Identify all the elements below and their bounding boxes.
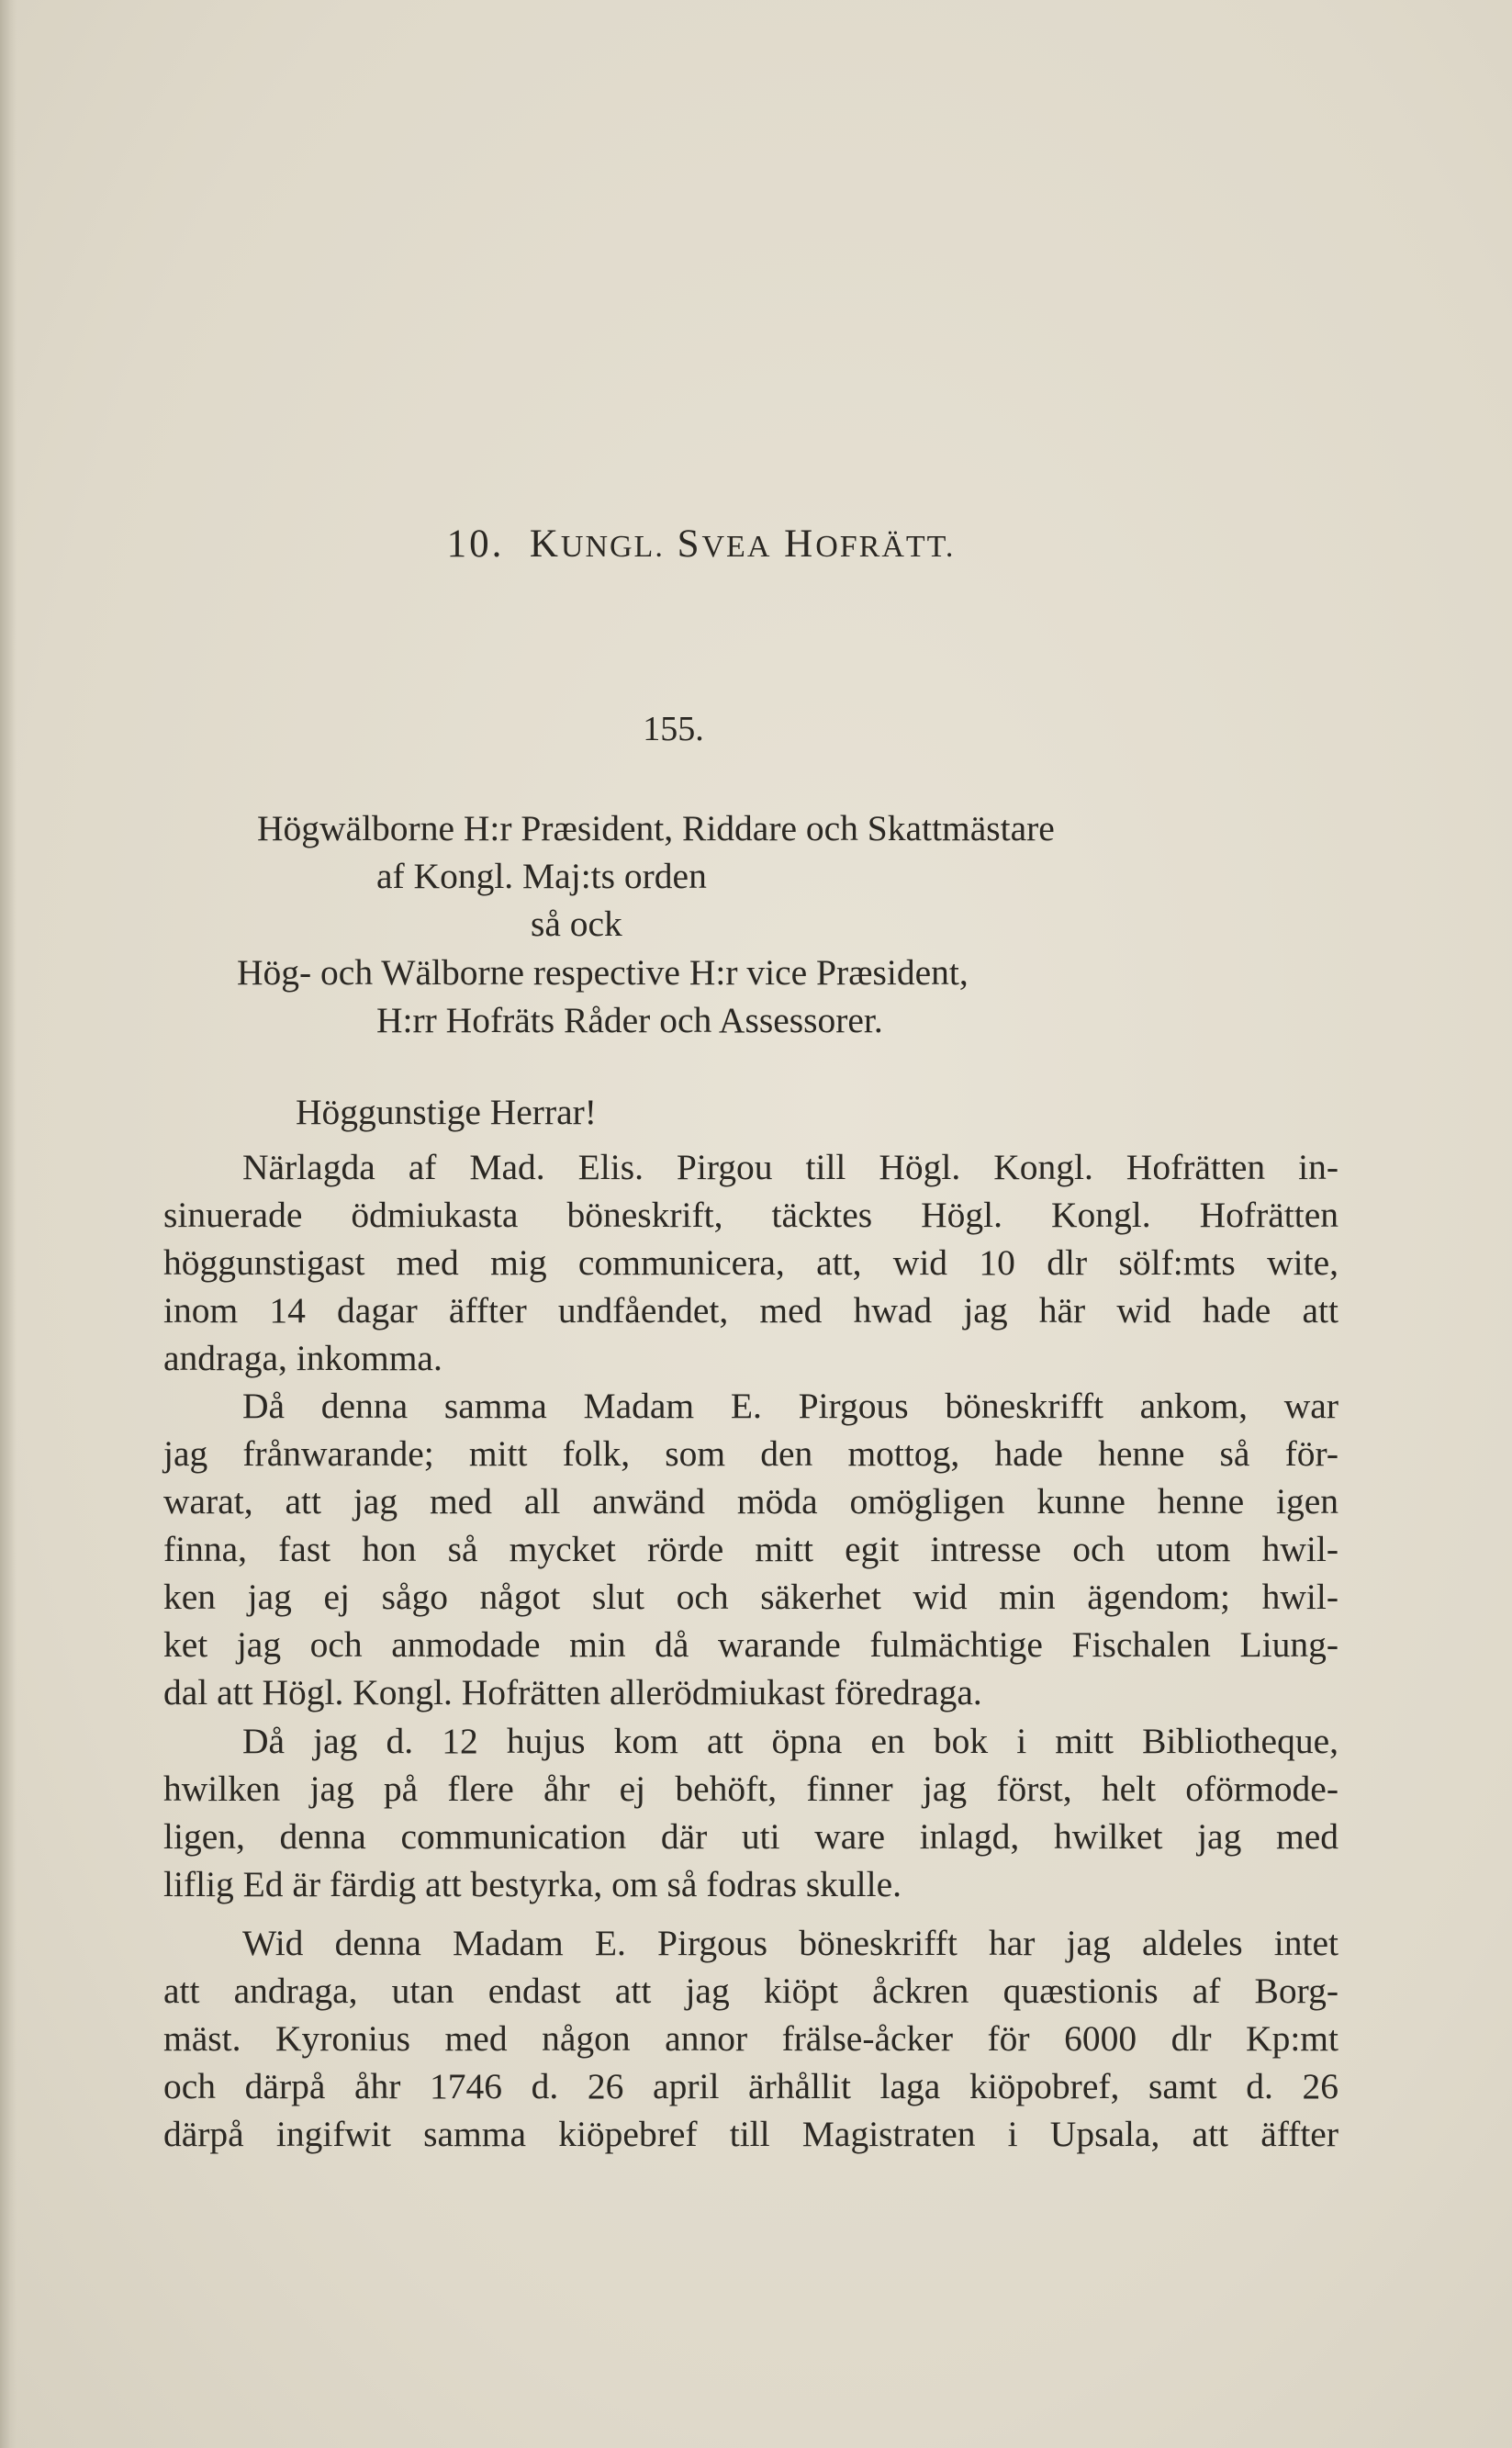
book-binding-edge <box>0 0 17 2448</box>
text-line: därpå ingifwit samma kiöpebref till Magistraten i Upsala, att äffter <box>163 2114 1338 2154</box>
paragraph-4 <box>163 1919 1338 2158</box>
text-line: mäst. Kyronius med någon annor frälse-åcker för 6000 dlr Kp:mt <box>163 2018 1338 2059</box>
section-heading <box>0 522 1457 567</box>
section-number: 10. <box>446 522 505 566</box>
text-line: Wid denna Madam E. Pirgous böneskrifft har jag aldeles intet <box>242 1923 1338 1963</box>
text-line: Då jag d. 12 hujus kom att öpna en bok i mitt Bibliotheque, <box>242 1721 1338 1761</box>
text-line: hwilken jag på flere åhr ej behöft, finner jag först, helt oförmode- <box>163 1769 1338 1809</box>
text-line: Närlagda af Mad. Elis. Pirgou till Högl. Kongl. Hofrätten in- <box>242 1147 1338 1187</box>
paragraph-3 <box>163 1717 1338 1908</box>
paragraph-2 <box>163 1382 1338 1716</box>
address-line: af Kongl. Maj:ts orden <box>376 856 707 896</box>
text-line: sinuerade ödmiukasta böneskrift, täcktes Högl. Kongl. Hofrätten <box>163 1195 1338 1235</box>
text-line: liflig Ed är färdig att bestyrka, om så fodras skulle. <box>163 1864 902 1904</box>
text-line: inom 14 dagar äffter undfåendet, med hwad jag här wid hade att <box>163 1290 1338 1331</box>
section-title-word-2: SVEA <box>677 522 772 566</box>
address-line: H:rr Hofräts Råder och Assessorer. <box>376 1000 883 1040</box>
text-line: jag frånwarande; mitt folk, som den mottog, hade henne så för- <box>163 1433 1338 1474</box>
text-line: ket jag och anmodade min då warande fulmächtige Fischalen Liung- <box>163 1624 1338 1665</box>
text-line: andraga, inkomma. <box>163 1338 442 1378</box>
address-line: Hög- och Wälborne respective H:r vice Præsident, <box>237 952 969 993</box>
text-line: finna, fast hon så mycket rörde mitt egit intresse och utom hwil- <box>163 1529 1338 1569</box>
section-title-word-1: KUNGL. <box>529 522 665 566</box>
address-line: Högwälborne H:r Præsident, Riddare och Skattmästare <box>257 808 1055 848</box>
text-line: och därpå åhr 1746 d. 26 april ärhållit laga kiöpobref, samt d. 26 <box>163 2066 1338 2106</box>
text-line: dal att Högl. Kongl. Hofrätten allerödmiukast föredraga. <box>163 1672 982 1712</box>
text-line: Då denna samma Madam E. Pirgous böneskrifft ankom, war <box>242 1386 1338 1426</box>
salutation: Höggunstige Herrar! <box>296 1092 597 1132</box>
address-line: så ock <box>531 904 622 944</box>
section-title-word-3: HOFRÄTT. <box>784 522 956 566</box>
text-line: att andraga, utan endast att jag kiöpt åckren quæstionis af Borg- <box>163 1971 1338 2011</box>
text-line: ken jag ej sågo något slut och säkerhet wid min ägendom; hwil- <box>163 1577 1338 1617</box>
text-line: warat, att jag med all anwänd möda omögligen kunne henne igen <box>163 1481 1338 1522</box>
document-number: 155. <box>643 710 704 748</box>
text-line: höggunstigast med mig communicera, att, wid 10 dlr sölf:mts wite, <box>163 1242 1338 1283</box>
text-line: ligen, denna communication där uti ware inlagd, hwilket jag med <box>163 1816 1338 1857</box>
paragraph-1 <box>163 1143 1338 1382</box>
